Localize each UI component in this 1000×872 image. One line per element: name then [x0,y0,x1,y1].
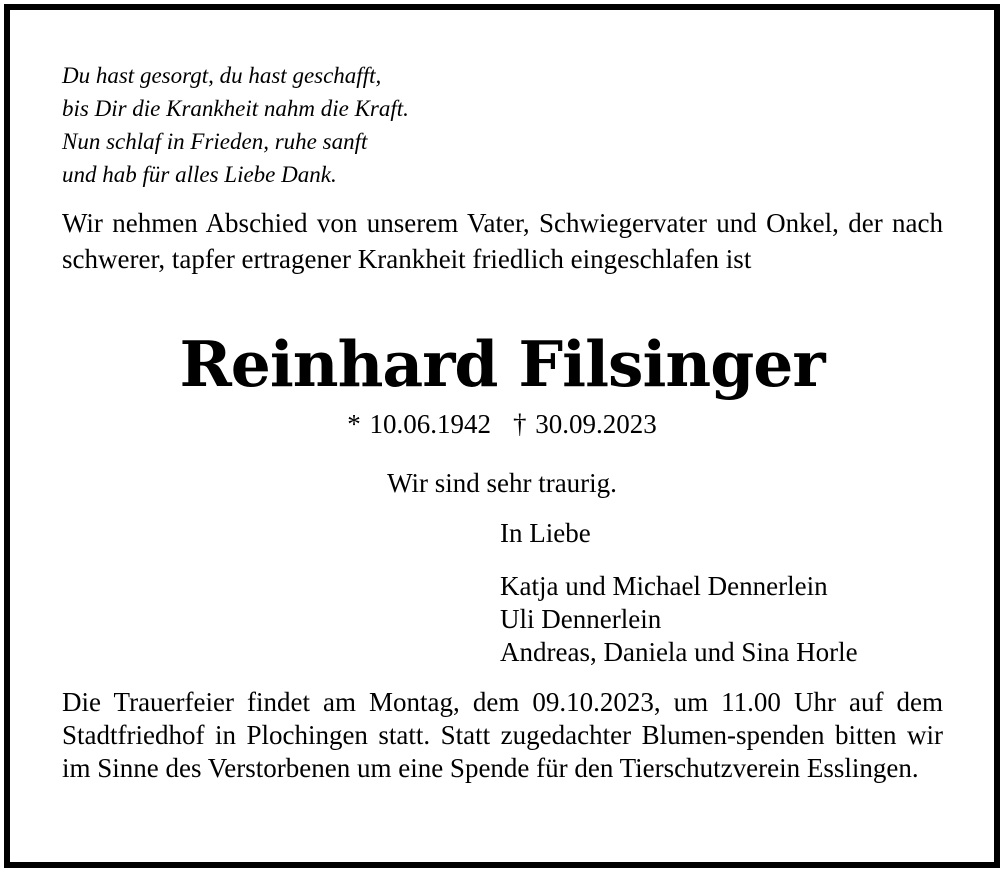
motto-line: bis Dir die Krankheit nahm die Kraft. [62,96,409,121]
in-love-label: In Liebe [500,518,591,548]
obituary-frame [4,4,1000,868]
motto-line: Nun schlaf in Frieden, ruhe sanft [62,129,368,154]
life-dates [10,407,994,441]
death-date: † 30.09.2023 [513,409,657,439]
mourner-name: Uli Dennerlein [500,604,662,634]
obituary-content [10,10,994,862]
motto-verse [62,59,409,191]
birth-date: * 10.06.1942 [347,409,491,439]
deceased-name: Reinhard Filsinger [179,327,825,401]
intro-paragraph: Wir nehmen Abschied von unserem Vater, Schwiegervater und Onkel, der nach schwerer, tapfer ertragener Krankheit friedlich eingeschlafen ist [62,208,943,274]
mourner-name: Andreas, Daniela und Sina Horle [500,637,858,667]
motto-line: und hab für alles Liebe Dank. [62,162,337,187]
signoff-block [500,517,858,669]
motto-line: Du hast gesorgt, du hast geschafft, [62,63,382,88]
mourner-name: Katja und Michael Dennerlein [500,571,828,601]
sad-line: Wir sind sehr traurig. [387,468,617,498]
funeral-notice: Die Trauerfeier findet am Montag, dem 09.10.2023, um 11.00 Uhr auf dem Stadtfriedhof in Plochingen statt. Statt zugedachter Blumen-spenden bitten wir im Sinne des Verstorbenen um eine Spende für den Tierschutzverein Esslingen. [62,687,943,783]
